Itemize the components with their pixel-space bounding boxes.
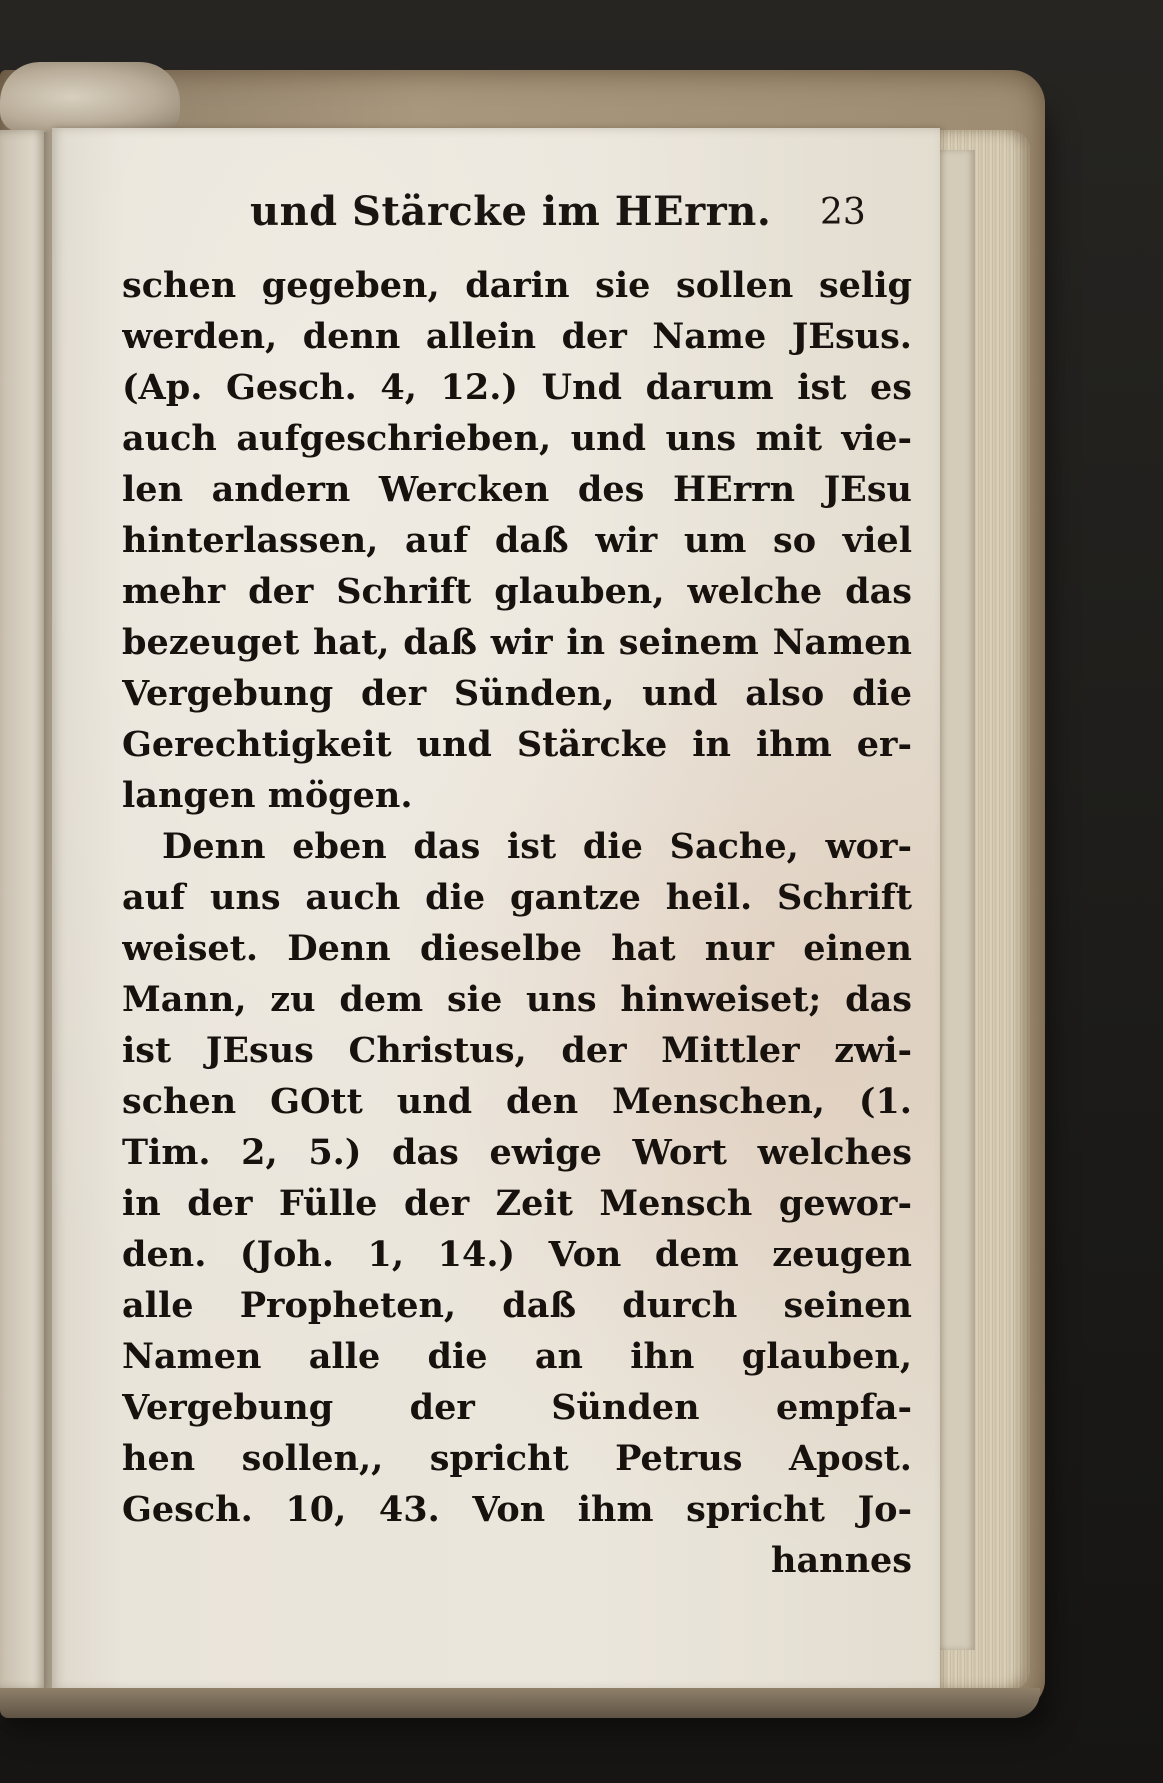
text-line: hinterlassen, auf daß wir um so viel: [122, 520, 912, 561]
text-line: bezeuget hat, daß wir in seinem Namen: [122, 622, 912, 663]
text-line: auch aufgeschrieben, und uns mit vie-: [122, 418, 912, 459]
text-line: Gerechtigkeit und Stärcke in ihm er-: [122, 724, 912, 765]
text-line: in der Fülle der Zeit Mensch gewor-: [122, 1183, 912, 1224]
text-line: schen gegeben, darin sie sollen selig: [122, 265, 912, 306]
running-head: [52, 188, 940, 248]
text-line: alle Propheten, daß durch seinen: [122, 1285, 912, 1326]
text-line: len andern Wercken des HErrn JEsu: [122, 469, 912, 510]
text-line: mehr der Schrift glauben, welche das: [122, 571, 912, 612]
text-line: Vergebung der Sünden, und also die: [122, 673, 912, 714]
text-line: ist JEsus Christus, der Mittler zwi-: [122, 1030, 912, 1071]
text-line: Gesch. 10, 43. Von ihm spricht Jo-: [122, 1489, 912, 1530]
text-line: den. (Joh. 1, 14.) Von dem zeugen: [122, 1234, 912, 1275]
page-number: 23: [820, 192, 866, 233]
text-line: auf uns auch die gantze heil. Schrift: [122, 877, 912, 918]
running-head-title: und Stärcke im HErrn.: [250, 188, 772, 235]
text-line: langen mögen.: [122, 775, 413, 816]
text-line: Mann, zu dem sie uns hinweiset; das: [122, 979, 912, 1020]
text-line: Denn eben das ist die Sache, wor-: [162, 826, 912, 867]
catchword: hannes: [771, 1540, 912, 1581]
spine-top-fold: [0, 62, 180, 132]
text-line: schen GOtt und den Menschen, (1.: [122, 1081, 912, 1122]
text-line: Tim. 2, 5.) das ewige Wort welches: [122, 1132, 912, 1173]
text-line: Namen alle die an ihn glauben,: [122, 1336, 912, 1377]
book-page: [52, 128, 940, 1690]
text-line: werden, denn allein der Name JEsus.: [122, 316, 912, 357]
text-line: weiset. Denn dieselbe hat nur einen: [122, 928, 912, 969]
text-line: Vergebung der Sünden empfa-: [122, 1387, 912, 1428]
text-line: (Ap. Gesch. 4, 12.) Und darum ist es: [122, 367, 912, 408]
book-bottom-edge: [0, 1688, 1040, 1718]
left-page-edge: [0, 130, 48, 1690]
body-text: [122, 260, 912, 1586]
text-line: hen sollen,, spricht Petrus Apost.: [122, 1438, 912, 1479]
